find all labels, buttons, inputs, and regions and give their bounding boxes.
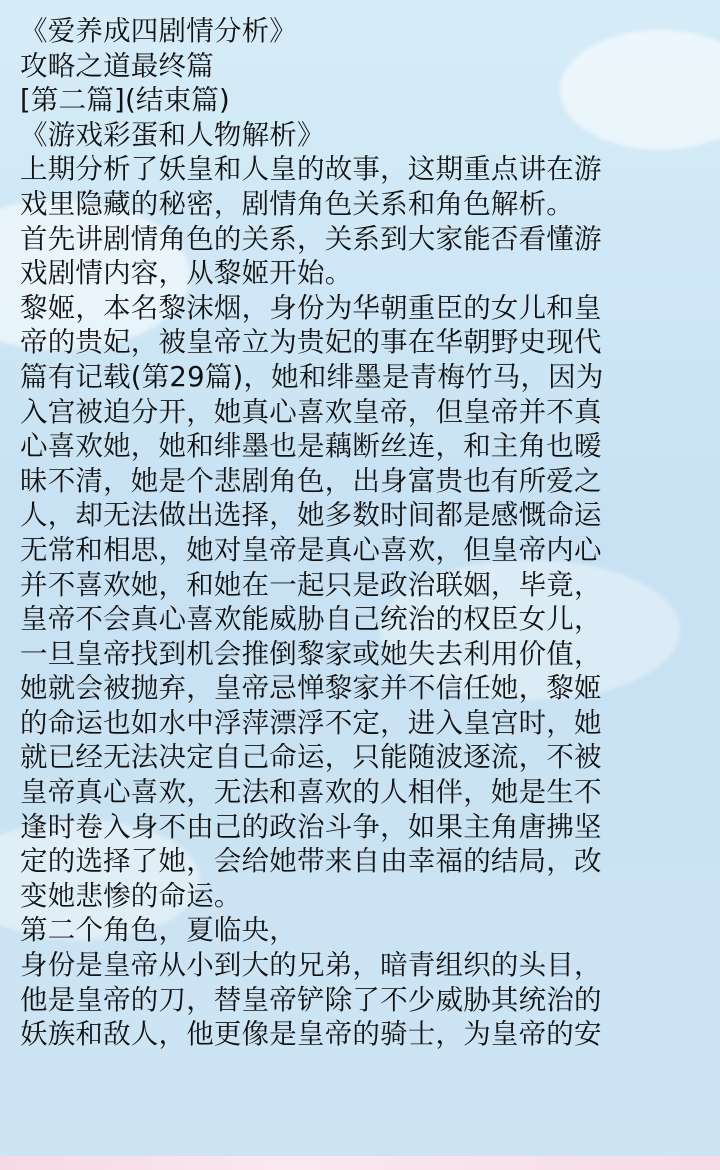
doc-title: 《爱养成四剧情分析》: [20, 15, 297, 47]
text-line: 定的选择了她，会给她带来自由幸福的结局，改: [20, 845, 602, 878]
text-line: 身份是皇帝从小到大的兄弟，暗青组织的头目，: [20, 949, 602, 982]
doc-section-title: 《游戏彩蛋和人物解析》: [20, 118, 325, 151]
text-line: 逢时卷入身不由己的政治斗争，如果主角唐拂坚: [20, 810, 602, 843]
text-line: 入宫被迫分开，她真心喜欢皇帝，但皇帝并不真: [20, 395, 602, 428]
text-line: 妖族和敌人，他更像是皇帝的骑士，为皇帝的安: [20, 1018, 602, 1051]
text-line: 的命运也如水中浮萍漂浮不定，进入皇宫时，她: [20, 706, 602, 739]
text-line: 皇帝不会真心喜欢能威胁自己统治的权臣女儿，: [20, 603, 602, 636]
text-line: 戏剧情内容，从黎姬开始。: [20, 257, 353, 290]
text-line: 帝的贵妃，被皇帝立为贵妃的事在华朝野史现代: [20, 326, 602, 359]
text-line: 首先讲剧情角色的关系，关系到大家能否看懂游: [20, 222, 602, 255]
text-line: 昧不清，她是个悲剧角色，出身富贵也有所爱之: [20, 464, 602, 497]
text-line: 并不喜欢她，和她在一起只是政治联姻，毕竟，: [20, 568, 602, 601]
text-line: 皇帝真心喜欢，无法和喜欢的人相伴，她是生不: [20, 776, 602, 809]
text-line: 她就会被抛弃，皇帝忌惮黎家并不信任她，黎姬: [20, 672, 602, 705]
text-line: 他是皇帝的刀，替皇帝铲除了不少威胁其统治的: [20, 983, 602, 1016]
text-line: 变她悲惨的命运。: [20, 879, 242, 912]
text-line: 篇有记载(第29篇)，她和绯墨是青梅竹马，因为: [20, 360, 604, 393]
bottom-edge-decoration: [0, 1156, 720, 1170]
text-line: 戏里隐藏的秘密，剧情角色关系和角色解析。: [20, 187, 574, 220]
document-body: [20, 14, 710, 1052]
text-line: 人，却无法做出选择，她多数时间都是感慨命运: [20, 499, 602, 532]
doc-subtitle: 攻略之道最终篇: [20, 49, 214, 82]
text-line: 上期分析了妖皇和人皇的故事，这期重点讲在游: [20, 153, 602, 186]
text-line: 第二个角色，夏临央，: [20, 914, 297, 947]
text-line: 无常和相思，她对皇帝是真心喜欢，但皇帝内心: [20, 533, 602, 566]
text-line: 心喜欢她，她和绯墨也是藕断丝连，和主角也暧: [20, 430, 602, 463]
doc-part-label: [第二篇](结束篇): [20, 84, 230, 117]
text-line: 黎姬，本名黎沫烟，身份为华朝重臣的女儿和皇: [20, 291, 602, 324]
text-line: 就已经无法决定自己命运，只能随波逐流，不被: [20, 741, 602, 774]
text-line: 一旦皇帝找到机会推倒黎家或她失去利用价值，: [20, 637, 602, 670]
